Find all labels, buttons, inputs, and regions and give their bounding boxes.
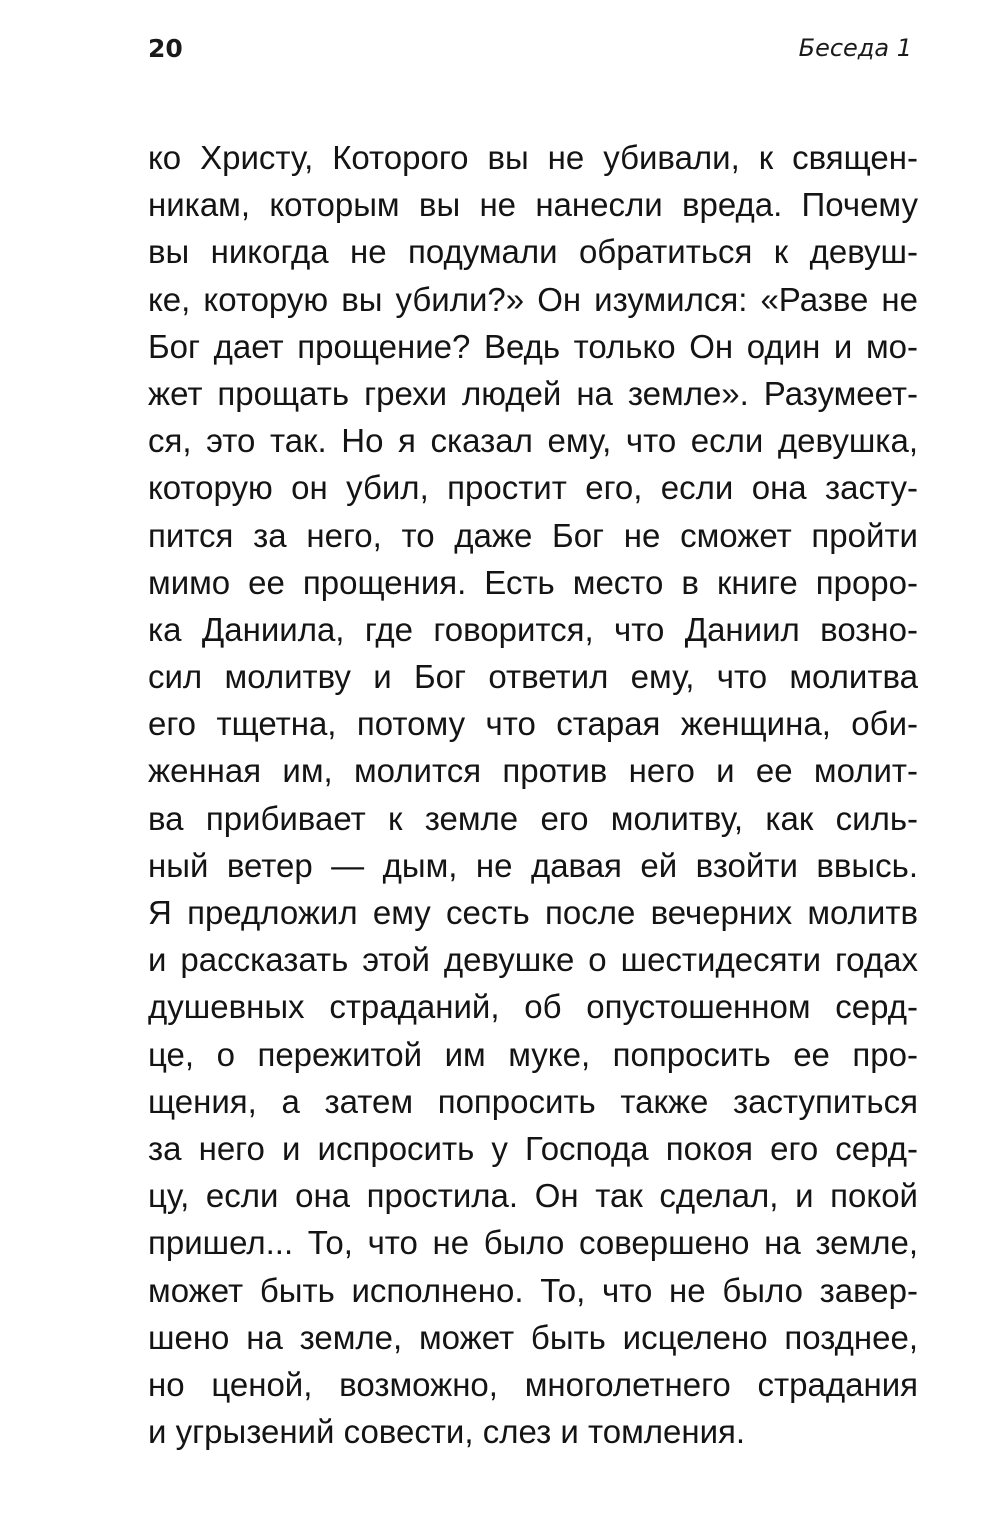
text-line: никам, которым вы не нанесли вреда. Почему bbox=[148, 186, 918, 224]
text-line: жет прощать грехи людей на земле». Разумеет- bbox=[148, 374, 918, 412]
text-line: его тщетна, потому что старая женщина, оби- bbox=[148, 705, 918, 743]
text-line: ся, это так. Но я сказал ему, что если девушка, bbox=[148, 422, 918, 460]
text-line: цу, если она простила. Он так сделал, и покой bbox=[148, 1177, 918, 1215]
text-line: пришел... То, что не было совершено на земле, bbox=[148, 1224, 918, 1262]
text-line: и угрызений совести, слез и томления. bbox=[148, 1413, 746, 1451]
text-line: мимо ее прощения. Есть место в книге проро- bbox=[148, 563, 918, 601]
text-line: за него и испросить у Господа покоя его серд- bbox=[148, 1129, 918, 1167]
text-line: ва прибивает к земле его молитву, как силь- bbox=[148, 799, 918, 837]
text-line: пится за него, то даже Бог не сможет пройти bbox=[148, 516, 918, 554]
text-line: шено на земле, может быть исцелено позднее, bbox=[148, 1318, 918, 1356]
text-line: сил молитву и Бог ответил ему, что молитва bbox=[148, 658, 918, 696]
text-line: которую он убил, простит его, если она засту- bbox=[148, 469, 918, 507]
text-line: Бог дает прощение? Ведь только Он один и мо- bbox=[148, 327, 918, 365]
text-line: женная им, молится против него и ее молит- bbox=[148, 752, 918, 790]
page-number: 20 bbox=[148, 34, 183, 63]
text-line: ко Христу, Которого вы не убивали, к священ- bbox=[148, 139, 918, 176]
text-line: ный ветер — дым, не давая ей взойти ввысь. bbox=[148, 846, 918, 884]
text-line: Я предложил ему сесть после вечерних молитв bbox=[148, 894, 918, 931]
text-line: душевных страданий, об опустошенном серд- bbox=[148, 988, 918, 1026]
text-line: ке, которую вы убили?» Он изумился: «Разве не bbox=[148, 280, 918, 318]
body-text bbox=[148, 134, 918, 1455]
text-line: щения, а затем попросить также заступиться bbox=[148, 1082, 918, 1120]
text-line: ка Даниила, где говорится, что Даниил возно- bbox=[148, 610, 918, 648]
text-line: но ценой, возможно, многолетнего страдания bbox=[148, 1365, 918, 1403]
text-line: вы никогда не подумали обратиться к девуш- bbox=[148, 233, 918, 271]
text-line: це, о пережитой им муке, попросить ее про- bbox=[148, 1035, 918, 1073]
text-line: может быть исполнено. То, что не было завер- bbox=[148, 1271, 918, 1309]
running-header: Беседа 1 bbox=[798, 34, 912, 62]
text-line: и рассказать этой девушке о шестидесяти годах bbox=[148, 941, 918, 979]
